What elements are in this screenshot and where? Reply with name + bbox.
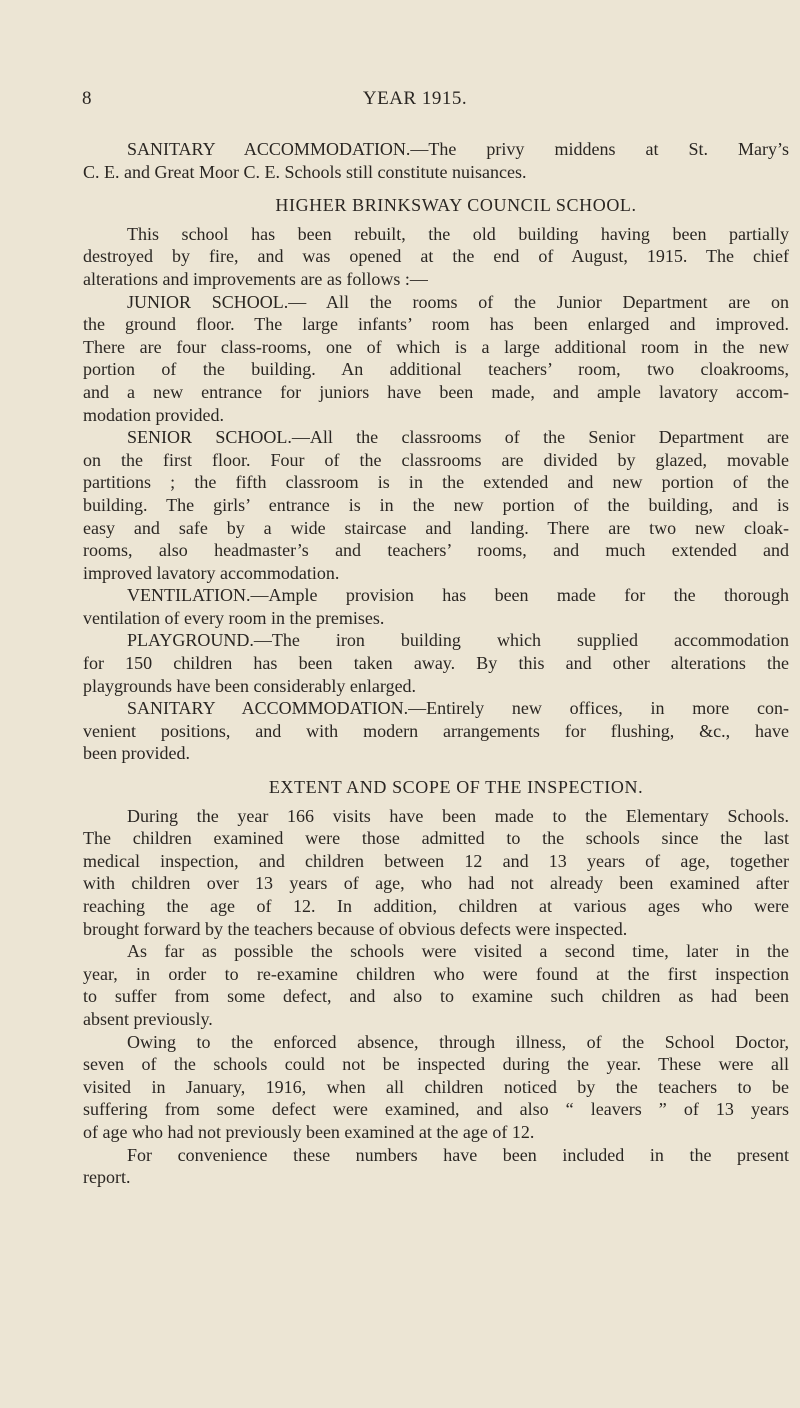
text-line: There are four class-rooms, one of which is a large additional room in the new bbox=[83, 336, 789, 357]
text-line: alterations and improvements are as follows :— bbox=[83, 268, 428, 289]
text-line: seven of the schools could not be inspected during the year. These were all bbox=[83, 1054, 789, 1075]
text-line: report. bbox=[83, 1167, 131, 1188]
text-line: reaching the age of 12. In addition, children at various ages who were bbox=[83, 896, 789, 916]
paragraph bbox=[83, 291, 789, 427]
text-line: venient positions, and with modern arrangements for flushing, &c., have bbox=[83, 720, 789, 741]
paragraph bbox=[83, 629, 789, 697]
text-line: JUNIOR SCHOOL.— All the rooms of the Junior Department are on bbox=[127, 291, 789, 312]
paragraph bbox=[83, 805, 789, 941]
text-line: This school has been rebuilt, the old building having been partially bbox=[127, 223, 789, 244]
text-line: As far as possible the schools were visited a second time, later in the bbox=[127, 941, 789, 962]
page-number: 8 bbox=[82, 88, 92, 109]
paragraph bbox=[83, 138, 789, 183]
text-line: been provided. bbox=[83, 743, 190, 764]
text-line: SANITARY ACCOMMODATION.—The privy middens at St. Mary’s bbox=[127, 139, 789, 159]
text-line: rooms, also headmaster’s and teachers’ rooms, and much extended and bbox=[83, 540, 789, 561]
text-line: VENTILATION.—Ample provision has been made for the thorough bbox=[127, 585, 789, 606]
text-line: brought forward by the teachers because of obvious defects were inspected. bbox=[83, 918, 628, 939]
section-heading: EXTENT AND SCOPE OF THE INSPECTION. bbox=[268, 777, 644, 798]
paragraph bbox=[83, 940, 789, 1030]
text-line: destroyed by fire, and was opened at the end of August, 1915. The chief bbox=[83, 246, 789, 267]
text-line: During the year 166 visits have been made to the Elementary Schools. bbox=[127, 805, 789, 826]
text-line: to suffer from some defect, and also to examine such children as had been bbox=[83, 986, 789, 1007]
paragraph bbox=[83, 426, 789, 584]
paragraph bbox=[83, 1144, 789, 1189]
text-line: easy and safe by a wide staircase and landing. There are two new cloak- bbox=[83, 517, 789, 538]
text-line: improved lavatory accommodation. bbox=[83, 562, 340, 583]
text-line: C. E. and Great Moor C. E. Schools still constitute nuisances. bbox=[83, 161, 527, 182]
text-line: The children examined were those admitted to the schools since the last bbox=[83, 828, 789, 849]
text-line: SANITARY ACCOMMODATION.—Entirely new offices, in more con- bbox=[127, 698, 789, 719]
text-line: with children over 13 years of age, who had not already been examined after bbox=[83, 873, 789, 894]
text-line: the ground floor. The large infants’ room has been enlarged and improved. bbox=[83, 314, 789, 335]
body-text bbox=[83, 138, 789, 1189]
text-line: Owing to the enforced absence, through illness, of the School Doctor, bbox=[127, 1031, 789, 1052]
text-line: playgrounds have been considerably enlarged. bbox=[83, 675, 417, 696]
text-line: For convenience these numbers have been included in the present bbox=[127, 1144, 789, 1165]
text-line: SENIOR SCHOOL.—All the classrooms of the Senior Department are bbox=[127, 427, 789, 448]
text-line: and a new entrance for juniors have been made, and ample lavatory accom- bbox=[83, 381, 789, 402]
running-head: YEAR 1915. bbox=[362, 88, 468, 109]
text-line: year, in order to re-examine children who were found at the first inspection bbox=[83, 963, 789, 984]
text-line: partitions ; the fifth classroom is in the extended and new portion of the bbox=[83, 472, 789, 493]
paragraph bbox=[83, 697, 789, 765]
text-line: modation provided. bbox=[83, 404, 224, 425]
text-line: PLAYGROUND.—The iron building which supplied accommodation bbox=[127, 630, 789, 651]
text-line: suffering from some defect were examined, and also “ leavers ” of 13 years bbox=[83, 1099, 789, 1120]
text-line: portion of the building. An additional teachers’ room, two cloakrooms, bbox=[83, 359, 789, 380]
text-line: of age who had not previously been examined at the age of 12. bbox=[83, 1121, 535, 1142]
text-line: medical inspection, and children between 12 and 13 years of age, together bbox=[83, 850, 789, 871]
section-heading: HIGHER BRINKSWAY COUNCIL SCHOOL. bbox=[275, 195, 637, 216]
text-line: ventilation of every room in the premises. bbox=[83, 607, 385, 628]
text-line: building. The girls’ entrance is in the new portion of the building, and is bbox=[83, 494, 789, 515]
paragraph bbox=[83, 1031, 789, 1144]
text-line: absent previously. bbox=[83, 1008, 213, 1029]
paragraph bbox=[83, 584, 789, 629]
text-line: on the first floor. Four of the classrooms are divided by glazed, movable bbox=[83, 449, 789, 470]
text-line: visited in January, 1916, when all children noticed by the teachers to be bbox=[83, 1076, 789, 1097]
paragraph bbox=[83, 223, 789, 291]
text-line: for 150 children has been taken away. By this and other alterations the bbox=[83, 653, 789, 674]
